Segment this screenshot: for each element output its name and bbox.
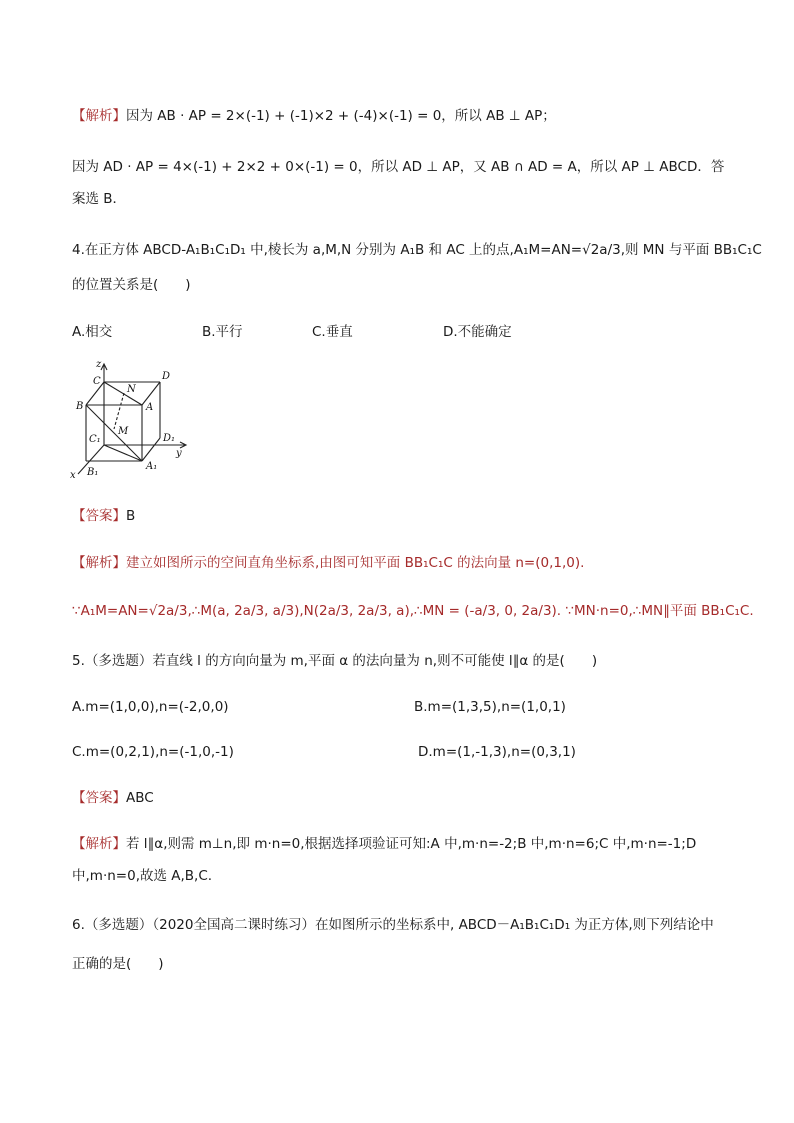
explanation-text: 因为 AB · AP = 2×(-1) + (-1)×2 + (-4)×(-1) = 0，所以 AB ⊥ AP；	[126, 108, 556, 124]
explanation-text: 若 l∥α,则需 m⊥n,即 m·n=0,根据选择项验证可知:A 中,m·n=-2;B 中,m·n=6;C 中,m·n=-1;D	[126, 836, 697, 852]
q4-stem-line-1: 4.在正方体 ABCD-A₁B₁C₁D₁ 中,棱长为 a,M,N 分别为 A₁B 和 AC 上的点,A₁M=AN=√2a/3,则 MN 与平面 BB₁C₁C	[72, 242, 762, 258]
label-c: C	[93, 376, 101, 387]
q4-explanation-line-2: ∵A₁M=AN=√2a/3,∴M(a, 2a/3, a/3),N(2a/3, 2a/3, a),∴MN = (-a/3, 0, 2a/3). ∵MN·n=0,∴MN∥平面 BB₁C₁C.	[72, 603, 754, 619]
explanation-tag: 【解析】	[72, 555, 126, 571]
label-c1: C₁	[89, 434, 101, 445]
label-a: A	[146, 402, 154, 413]
label-m: M	[118, 426, 129, 437]
label-d: D	[162, 371, 171, 382]
explanation-tag: 【解析】	[72, 108, 126, 124]
q4-answer	[72, 506, 135, 526]
answer-tag: 【答案】	[72, 790, 126, 806]
q4-option-c: C.垂直	[312, 324, 353, 340]
label-n: N	[127, 384, 136, 395]
q5-explanation-line-2: 中,m·n=0,故选 A,B,C.	[72, 868, 213, 884]
q5-stem: 5.（多选题）若直线 l 的方向向量为 m,平面 α 的法向量为 n,则不可能使 l∥α 的是( )	[72, 653, 598, 669]
answer-tag: 【答案】	[72, 508, 126, 524]
q4-option-b: B.平行	[202, 324, 243, 340]
q5-option-b: B.m=(1,3,5),n=(1,0,1)	[414, 699, 566, 715]
label-x: x	[70, 470, 76, 481]
q4-explanation-line-1	[72, 553, 584, 573]
cube-figure	[66, 355, 196, 485]
q5-option-d: D.m=(1,-1,3),n=(0,3,1)	[418, 744, 576, 760]
q5-explanation-line-1	[72, 834, 696, 854]
q3-explanation-line-2: 因为 AD · AP = 4×(-1) + 2×2 + 0×(-1) = 0，所以 AD ⊥ AP，又 AB ∩ AD = A，所以 AP ⊥ ABCD．答	[72, 159, 725, 175]
label-b: B	[76, 401, 84, 412]
answer-text: B	[126, 508, 136, 524]
q5-option-a: A.m=(1,0,0),n=(-2,0,0)	[72, 699, 229, 715]
label-b1: B₁	[87, 467, 99, 478]
q6-stem-line-1: 6.（多选题）（2020全国高二课时练习）在如图所示的坐标系中, ABCD－A₁B₁C₁D₁ 为正方体,则下列结论中	[72, 917, 714, 933]
explanation-text: 建立如图所示的空间直角坐标系,由图可知平面 BB₁C₁C 的法向量 n=(0,1,0).	[126, 555, 585, 571]
label-a1: A₁	[146, 461, 158, 472]
q5-option-c: C.m=(0,2,1),n=(-1,0,-1)	[72, 744, 234, 760]
q3-explanation-line-1	[72, 106, 556, 126]
q4-option-a: A.相交	[72, 324, 113, 340]
answer-text: ABC	[126, 790, 154, 806]
q3-explanation-line-3: 案选 B．	[72, 191, 127, 207]
q4-stem-line-2: 的位置关系是( )	[72, 277, 191, 293]
q6-stem-line-2: 正确的是( )	[72, 956, 164, 972]
q4-option-d: D.不能确定	[443, 324, 512, 340]
label-z: z	[96, 359, 102, 370]
label-d1: D₁	[163, 433, 176, 444]
explanation-tag: 【解析】	[72, 836, 126, 852]
label-y: y	[176, 448, 182, 459]
q5-answer	[72, 788, 154, 808]
